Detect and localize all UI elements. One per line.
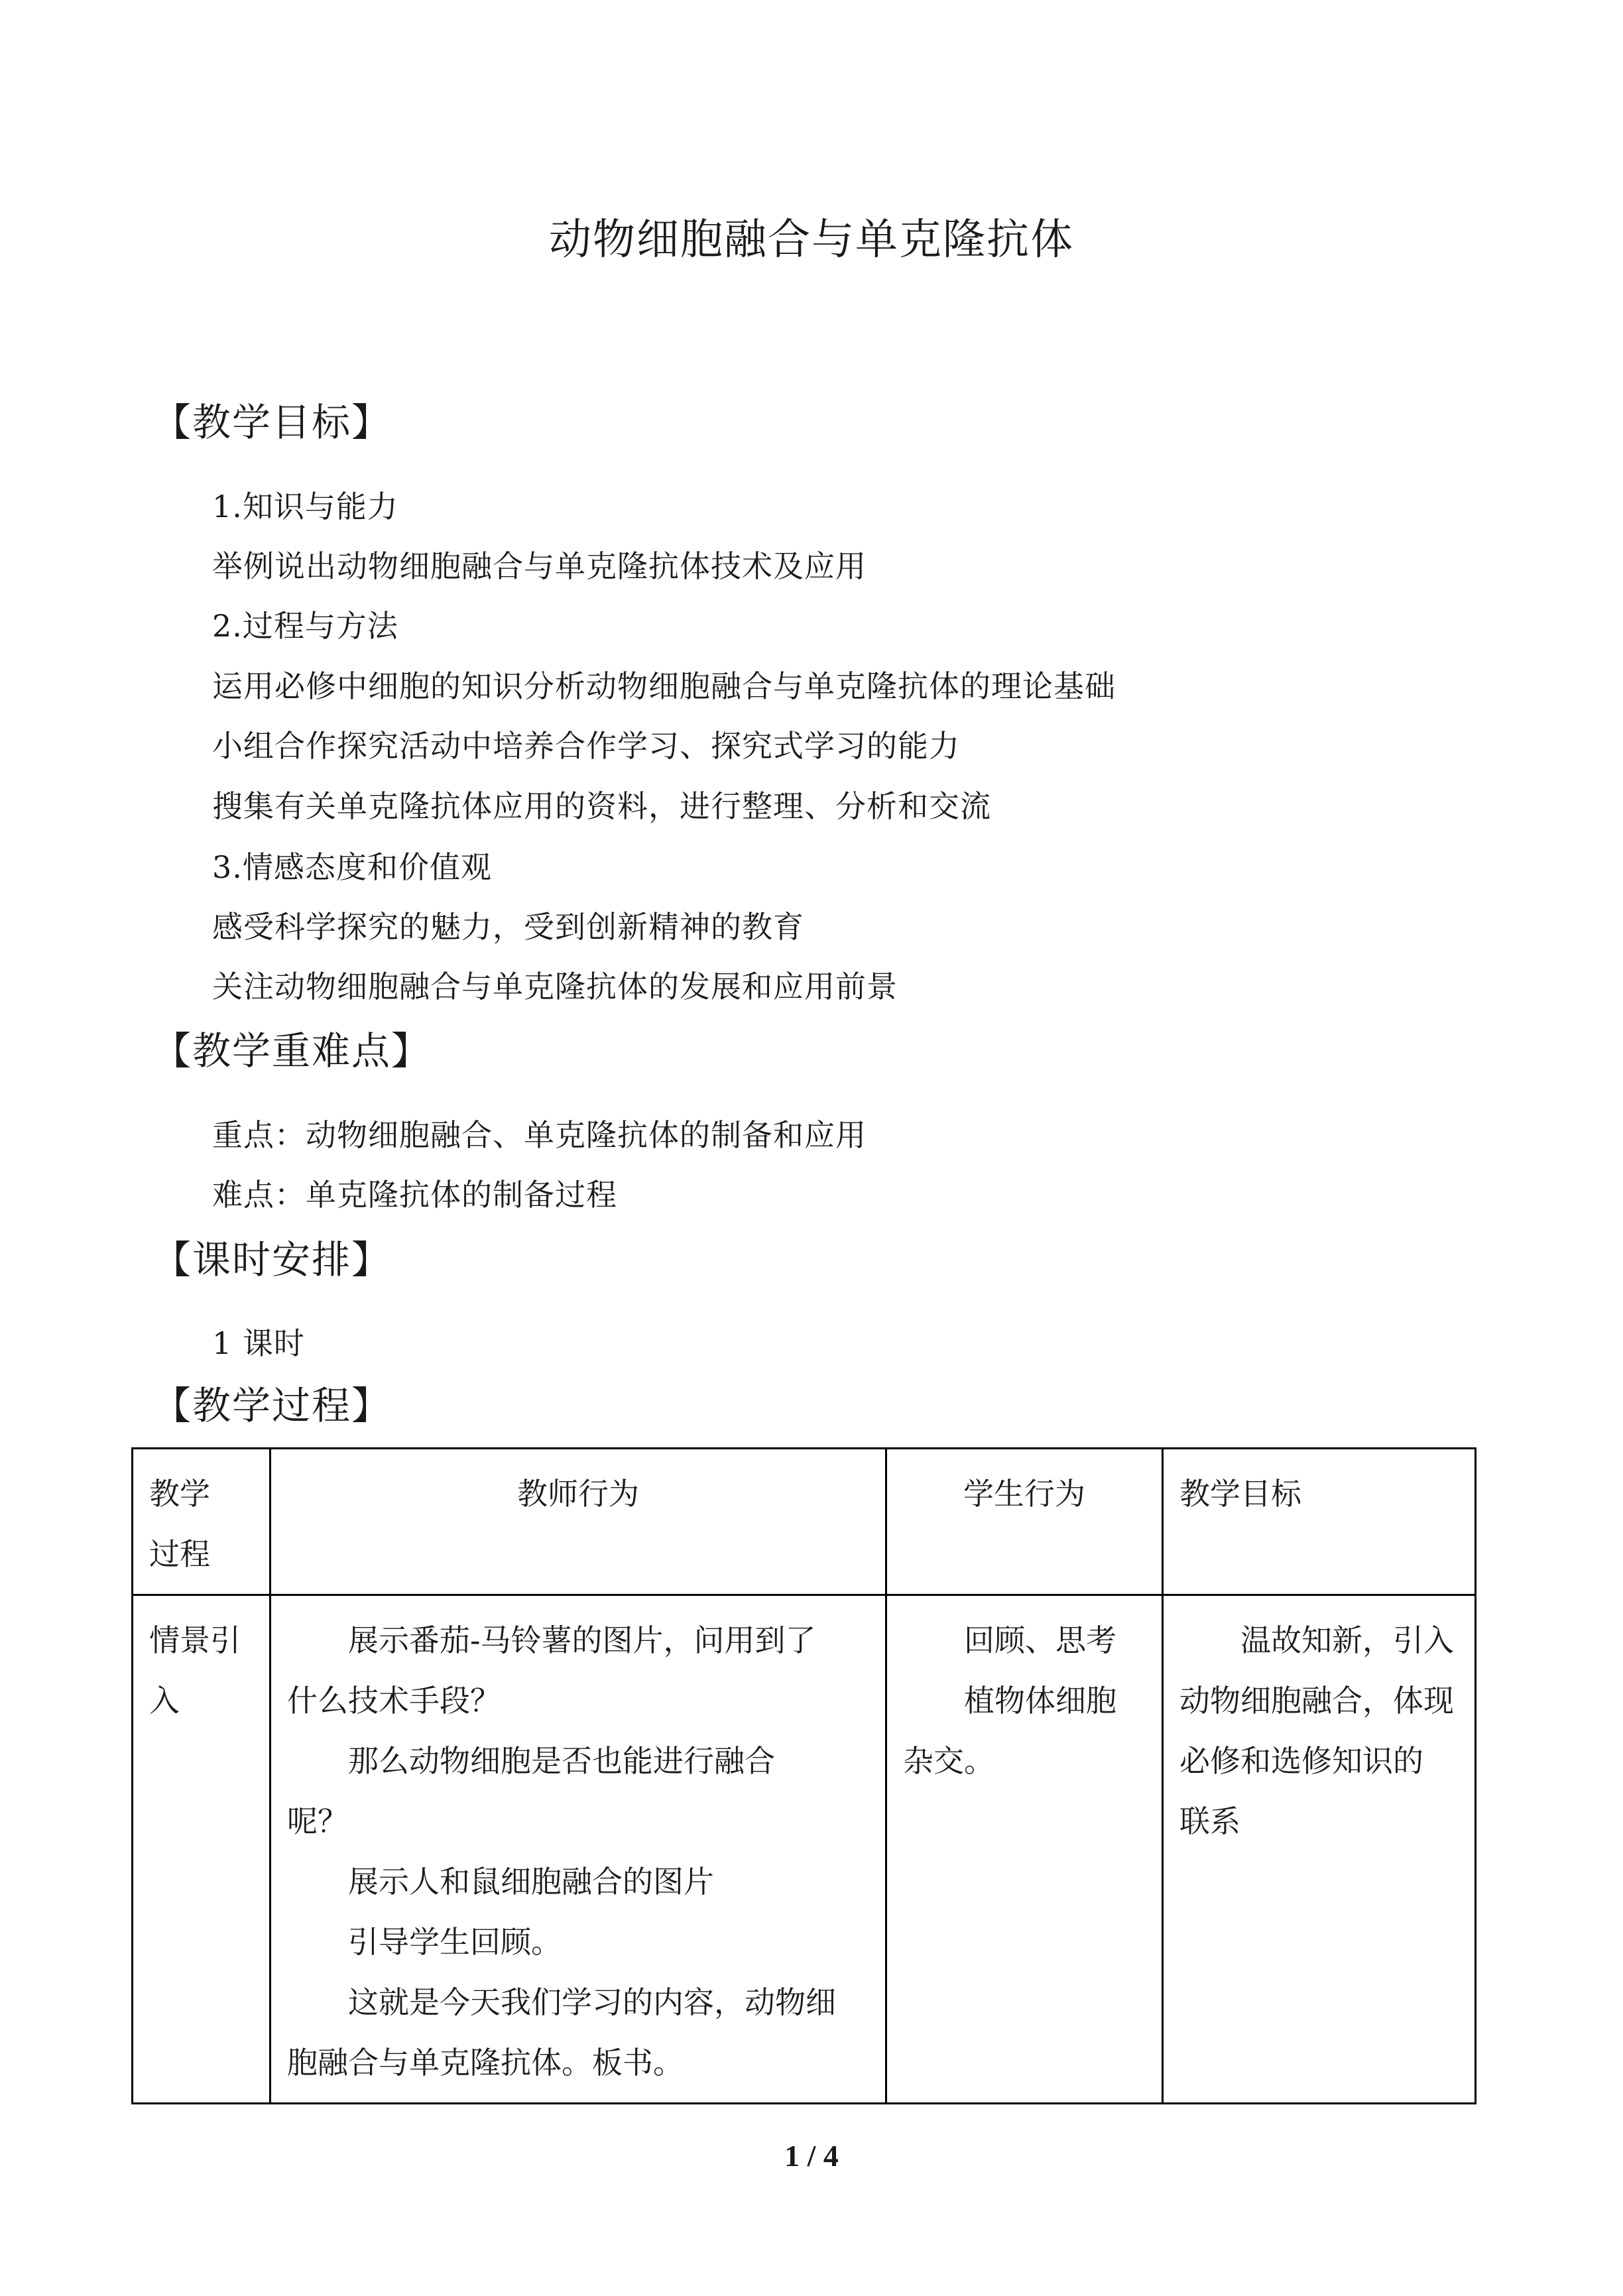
schedule-line: 1 课时 — [212, 1325, 305, 1361]
objective-line: 感受科学探究的魅力，受到创新精神的教育 — [212, 909, 804, 945]
objective-line: 小组合作探究活动中培养合作学习、探究式学习的能力 — [212, 728, 960, 764]
table-header-row — [133, 1449, 1476, 1595]
process-table — [131, 1447, 1476, 2104]
row-student: 回顾、思考 植物体细胞 杂交。 — [886, 1595, 1163, 2104]
objective-line: 举例说出动物细胞融合与单克隆抗体技术及应用 — [212, 548, 867, 584]
header-teacher: 教师行为 — [270, 1449, 886, 1595]
objective-line: 关注动物细胞融合与单克隆抗体的发展和应用前景 — [212, 969, 898, 1004]
key-point-line: 重点：动物细胞融合、单克隆抗体的制备和应用 — [212, 1117, 867, 1153]
row-goal: 温故知新，引入 动物细胞融合，体现 必修和选修知识的 联系 — [1163, 1595, 1476, 2104]
document-title: 动物细胞融合与单克隆抗体 — [549, 215, 1074, 265]
header-goal: 教学目标 — [1163, 1449, 1476, 1595]
table-row — [133, 1595, 1476, 2104]
header-student: 学生行为 — [886, 1449, 1163, 1595]
objective-line: 搜集有关单克隆抗体应用的资料，进行整理、分析和交流 — [212, 788, 991, 824]
key-points-heading: 【教学重难点】 — [152, 1028, 432, 1073]
row-teacher: 展示番茄-马铃薯的图片，问用到了 什么技术手段？ 那么动物细胞是否也能进行融合 呢？ 展示人和鼠细胞融合的图片 引导学生回顾。 这就是今天我们学习的内容，动物细 胞融合与单克隆抗体。板书。 — [270, 1595, 886, 2104]
objective-line: 3.情感态度和价值观 — [212, 849, 492, 885]
schedule-heading: 【课时安排】 — [152, 1237, 392, 1282]
objective-line: 1.知识与能力 — [212, 489, 398, 524]
objective-line: 2.过程与方法 — [212, 608, 398, 644]
objective-line: 运用必修中细胞的知识分析动物细胞融合与单克隆抗体的理论基础 — [212, 668, 1116, 704]
header-stage: 教学 过程 — [133, 1449, 270, 1595]
objectives-heading: 【教学目标】 — [152, 400, 392, 445]
page-number: 1 / 4 — [784, 2139, 839, 2173]
row-stage: 情景引 入 — [133, 1595, 270, 2104]
key-point-line: 难点：单克隆抗体的制备过程 — [212, 1177, 617, 1213]
process-heading: 【教学过程】 — [152, 1383, 392, 1428]
